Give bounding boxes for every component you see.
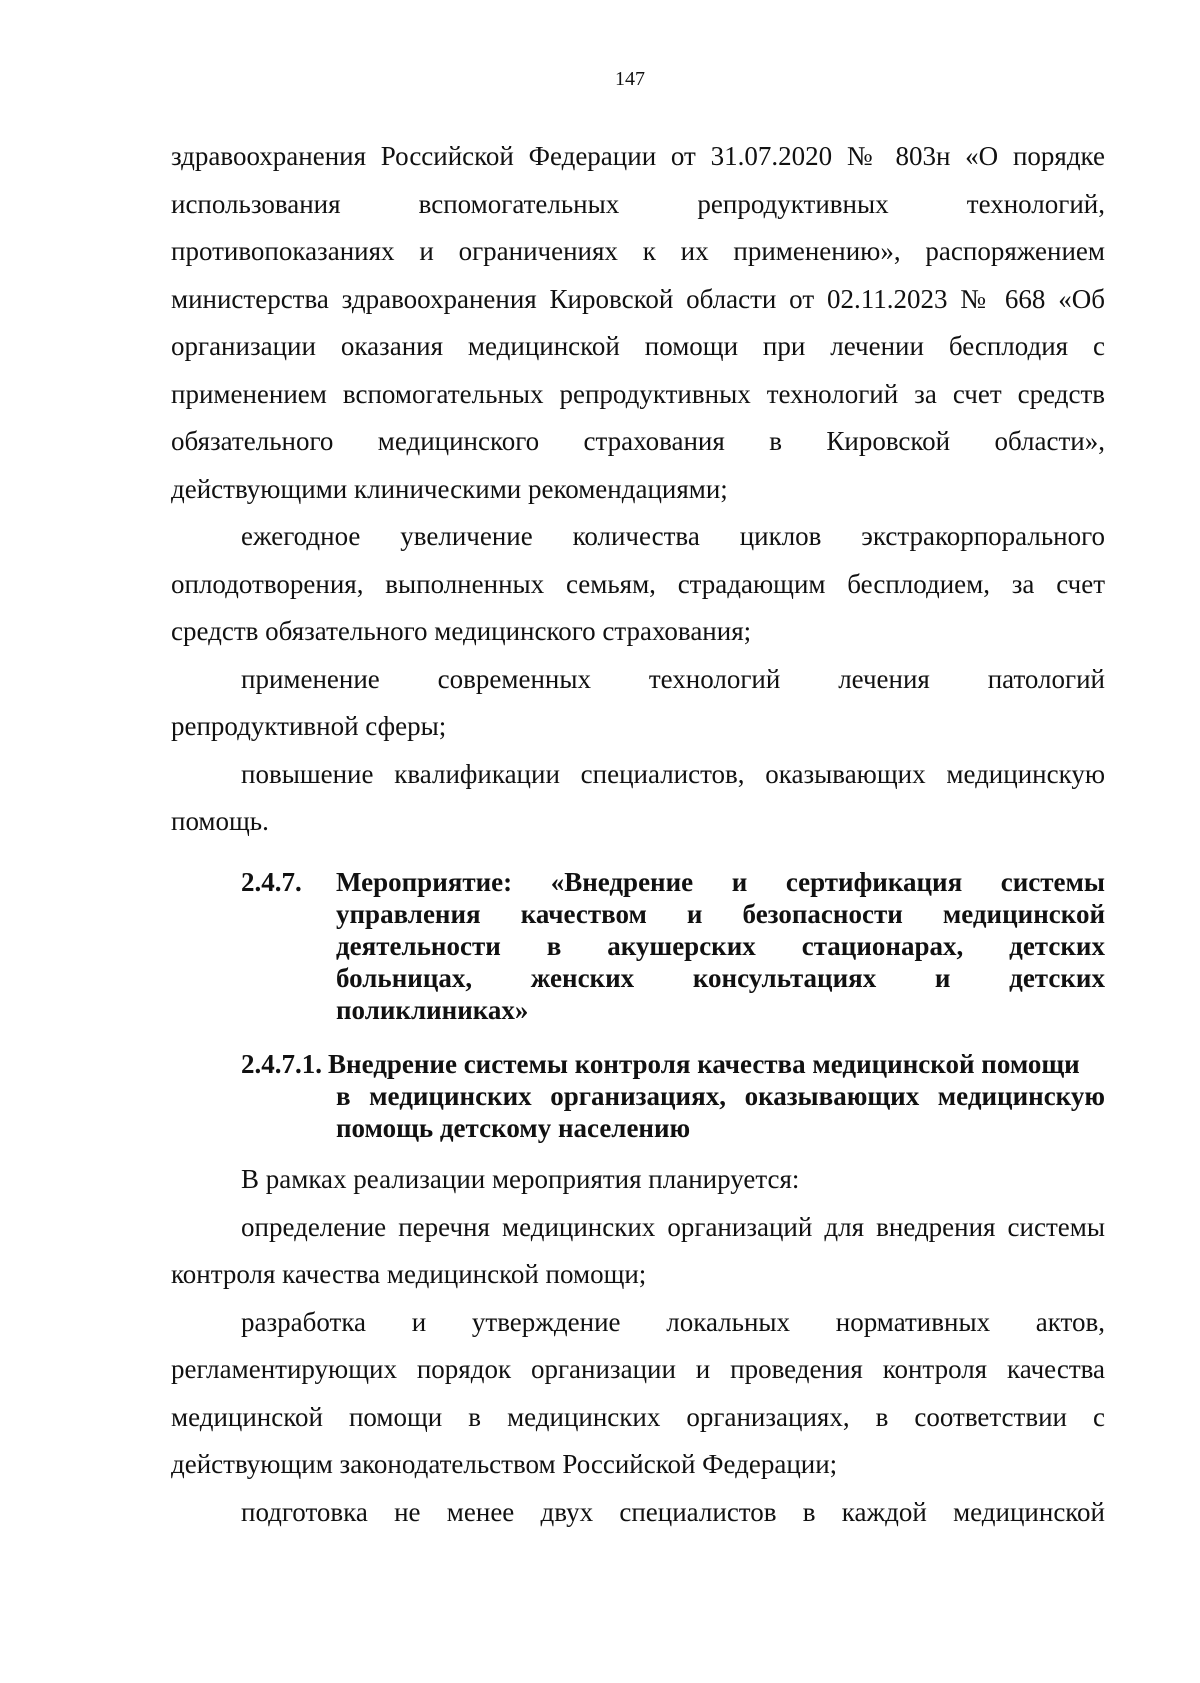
text-line: контроля качества медицинской помощи; bbox=[171, 1259, 647, 1289]
text-line: оплодотворения, выполненных семьям, страдающим бесплодием, за счет bbox=[171, 568, 1105, 599]
text-line: средств обязательного медицинского страхования; bbox=[171, 616, 752, 646]
paragraph bbox=[171, 656, 1105, 751]
text-line: здравоохранения Российской Федерации от 31.07.2020 № 803н «О порядке bbox=[171, 141, 1105, 171]
title-line: больницах, женских консультациях и детских bbox=[336, 963, 1105, 993]
paragraph bbox=[171, 1489, 1105, 1537]
text-line: ежегодное увеличение количества циклов экстракорпорального bbox=[241, 521, 1105, 551]
title-line: Мероприятие: «Внедрение и сертификация системы bbox=[336, 867, 1105, 897]
paragraph bbox=[171, 1299, 1105, 1489]
title-line: в медицинских организациях, оказывающих медицинскую bbox=[336, 1081, 1105, 1111]
text-line: противопоказаниях и ограничениях к их применению», распоряжением bbox=[171, 236, 1105, 266]
section-number: 2.4.7. bbox=[241, 867, 302, 897]
text-line: разработка и утверждение локальных нормативных актов, bbox=[241, 1306, 1105, 1337]
text-line: В рамках реализации мероприятия планируется: bbox=[241, 1164, 800, 1194]
text-line: использования вспомогательных репродуктивных технологий, bbox=[171, 188, 1105, 219]
subsection-heading bbox=[241, 1048, 1105, 1144]
text-line: действующим законодательством Российской Федерации; bbox=[171, 1449, 838, 1479]
subsection-title bbox=[328, 1048, 1105, 1144]
text-line: обязательного медицинского страхования в Кировской области», bbox=[171, 426, 1105, 456]
body-bottom bbox=[171, 1156, 1105, 1536]
text-line: подготовка не менее двух специалистов в каждой медицинской bbox=[241, 1496, 1105, 1527]
text-line: медицинской помощи в медицинских организациях, в соответствии с bbox=[171, 1401, 1105, 1432]
subsection-number: 2.4.7.1. bbox=[241, 1049, 322, 1079]
page-number: 147 bbox=[615, 68, 645, 90]
text-line: репродуктивной сферы; bbox=[171, 711, 447, 741]
text-line: применением вспомогательных репродуктивных технологий за счет средств bbox=[171, 378, 1105, 409]
paragraph bbox=[171, 133, 1105, 513]
text-line: действующими клиническими рекомендациями; bbox=[171, 473, 728, 504]
text-line: применение современных технологий лечения патологий bbox=[241, 663, 1105, 694]
paragraph bbox=[171, 751, 1105, 846]
text-line: организации оказания медицинской помощи при лечении бесплодия с bbox=[171, 331, 1105, 361]
title-line: поликлиниках» bbox=[336, 995, 529, 1025]
section-title bbox=[336, 866, 1105, 1026]
text-line: помощь. bbox=[171, 806, 269, 836]
text-line: повышение квалификации специалистов, оказывающих медицинскую bbox=[241, 758, 1105, 789]
title-line: Внедрение системы контроля качества медицинской помощи bbox=[328, 1049, 1080, 1079]
paragraph bbox=[171, 1156, 1105, 1204]
title-line: помощь детскому населению bbox=[336, 1113, 691, 1143]
text-line: министерства здравоохранения Кировской области от 02.11.2023 № 668 «Об bbox=[171, 283, 1105, 314]
section-heading bbox=[241, 866, 1105, 1026]
paragraph bbox=[171, 513, 1105, 656]
paragraph bbox=[171, 1204, 1105, 1299]
title-line: деятельности в акушерских стационарах, детских bbox=[336, 931, 1105, 961]
title-line: управления качеством и безопасности медицинской bbox=[336, 899, 1105, 929]
text-line: определение перечня медицинских организаций для внедрения системы bbox=[241, 1211, 1105, 1242]
body-top bbox=[171, 133, 1105, 846]
text-line: регламентирующих порядок организации и проведения контроля качества bbox=[171, 1354, 1105, 1384]
